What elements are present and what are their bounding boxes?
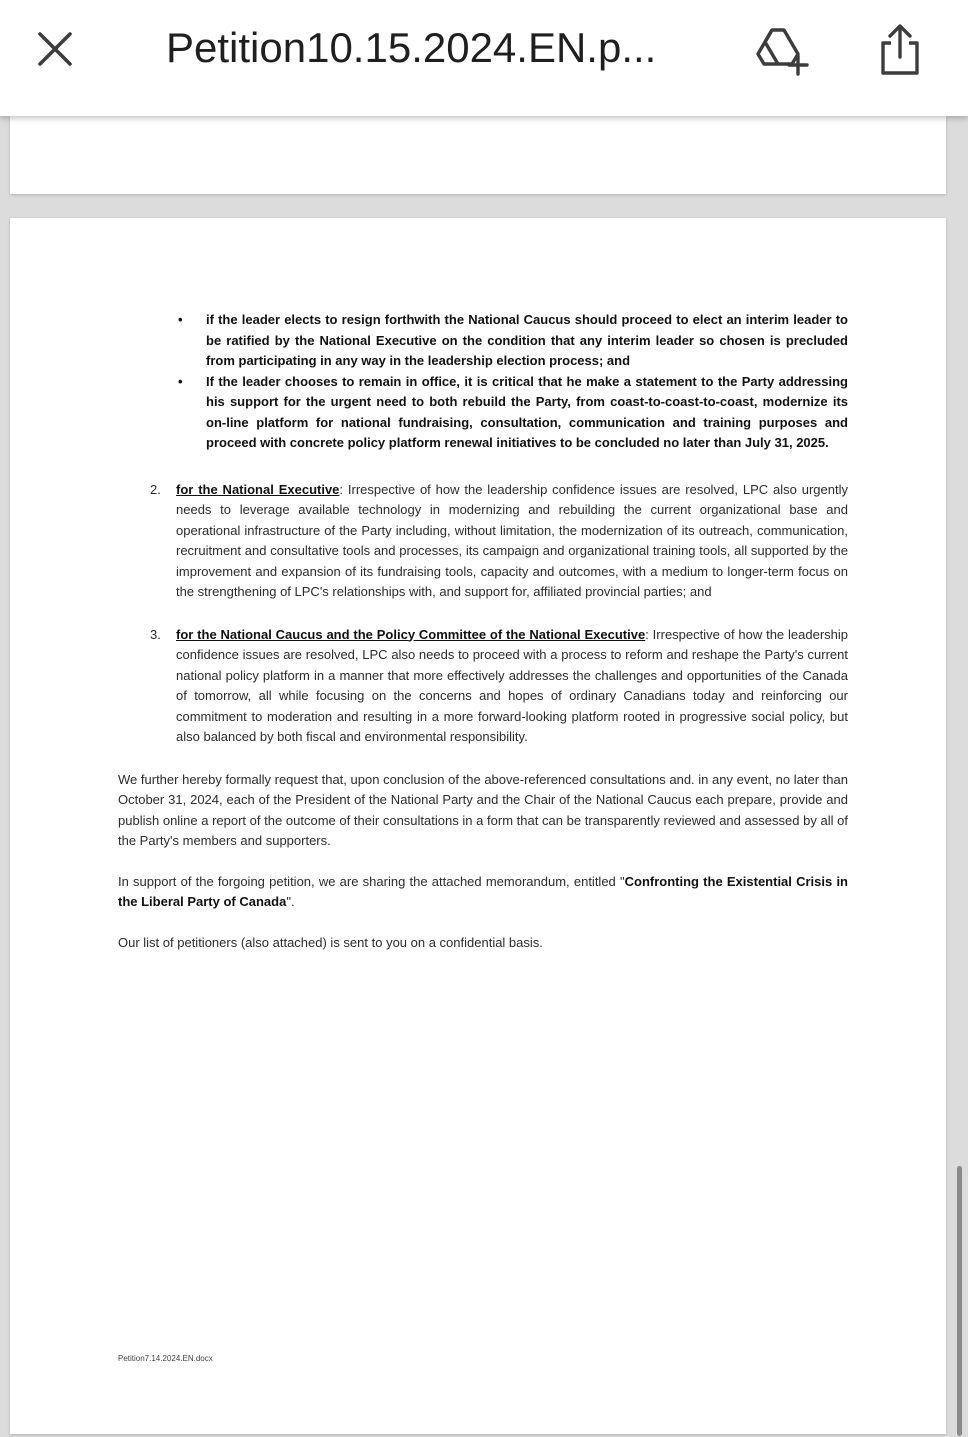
- add-to-drive-button[interactable]: [752, 22, 812, 78]
- item-text: : Irrespective of how the leadership confidence issues are resolved, LPC also urgently needs to leverage available technology in modernizing and rebuilding the current organizational base and operational infrastructure of the Party including, without limitation, the modernization of its outreach, communication, recruitment and consultative tools and processes, its campaign and organizational training tools, all supported by the improvement and expansion of its fundraising tools, capacity and outcomes, with a medium to longer-term focus on the strengthening of LPC's relationships with, and support for, affiliated provincial parties; and: [176, 481, 849, 599]
- bullet-item-resign: • if the leader elects to resign forthwith the National Caucus should proceed to elect an interim leader to be ratified by the National Executive on the condition that any interim leader so chosen is precluded from participating in any way in the leadership election process; and: [206, 310, 848, 372]
- support-paragraph: [118, 872, 848, 913]
- memorandum-title: Confronting the Existential Crisis in the Liberal Party of Canada: [118, 873, 848, 909]
- numbered-item-national-caucus: [118, 625, 848, 748]
- petitioners-paragraph: Our list of petitioners (also attached) is sent to you on a confidential basis.: [118, 934, 543, 950]
- bullet-item-remain: • If the leader chooses to remain in office, it is critical that he make a statement to the Party addressing his support for the urgent need to both rebuild the Party, from coast-to-coast-to-coast, modernize its on-line platform for national fundraising, consultation, communication and training purposes and proceed with concrete policy platform renewal initiatives to be concluded no later than July 31, 2025.: [206, 372, 848, 454]
- document-viewer[interactable]: [0, 116, 968, 1437]
- document-title: Petition10.15.2024.EN.p...: [166, 24, 657, 71]
- numbered-item-national-executive: [118, 480, 848, 603]
- page-footer-filename: Petition7.14.2024.EN.docx: [118, 1354, 213, 1363]
- previous-page: [10, 116, 946, 194]
- share-icon: [877, 23, 923, 77]
- item-number: 3.: [150, 626, 161, 642]
- page-content: [118, 310, 848, 973]
- close-button[interactable]: [30, 24, 80, 74]
- scrollbar[interactable]: [957, 1166, 962, 1436]
- item-text: : Irrespective of how the leadership confidence issues are resolved, LPC also needs to proceed with a process to reform and reshape the Party's current national policy platform in a manner that more effectively addresses the challenges and opportunities of the Canada of tomorrow, all while focusing on the concerns and hopes of ordinary Canadians today and reinforcing our commitment to moderation and resulting in a more forward-looking platform rooted in progressive social policy, but also balanced by both fiscal and environmental responsibility.: [176, 626, 848, 744]
- share-button[interactable]: [872, 20, 928, 80]
- document-page: [10, 218, 946, 1434]
- support-suffix: ".: [286, 894, 295, 909]
- bullet-list: [118, 310, 848, 454]
- item-number: 2.: [150, 481, 161, 497]
- add-to-drive-icon: [754, 24, 810, 76]
- request-paragraph: We further hereby formally request that, upon conclusion of the above-referenced consultations and. in any event, no later than October 31, 2024, each of the President of the National Party and the Chair of the National Caucus each prepare, provide and publish online a report of the outcome of their consultations in a form that can be transparently reviewed and assessed by all of the Party's members and supporters.: [118, 771, 848, 848]
- item-heading: for the National Executive: [176, 481, 340, 497]
- support-prefix: In support of the forgoing petition, we are sharing the attached memorandum, entitled ": [118, 873, 625, 889]
- close-icon: [36, 30, 74, 68]
- item-heading: for the National Caucus and the Policy Committee of the National Executive: [176, 626, 646, 642]
- numbered-list: [118, 480, 848, 748]
- app-header: [0, 0, 968, 116]
